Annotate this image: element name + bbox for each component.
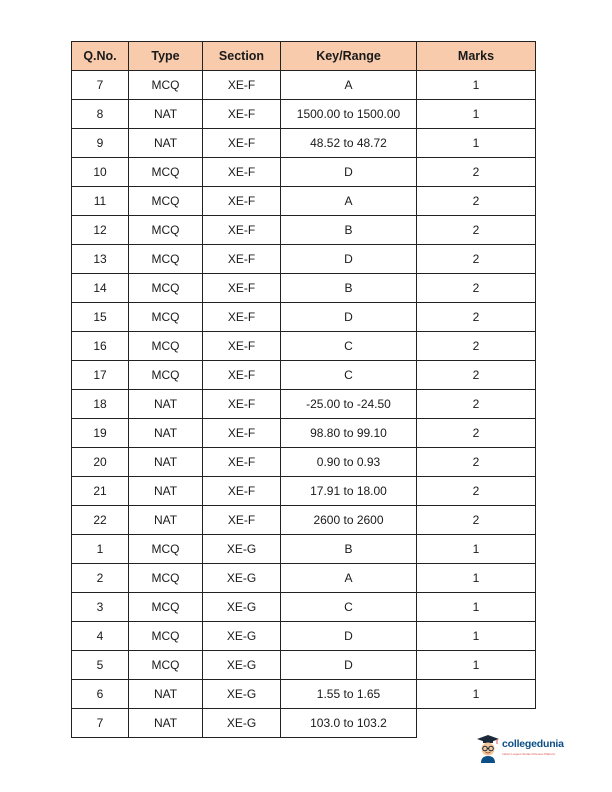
key-range-cell: B xyxy=(281,216,417,245)
qno-cell: 9 xyxy=(72,129,129,158)
table-row xyxy=(72,216,536,245)
qno-cell: 2 xyxy=(72,564,129,593)
key-range-cell: A xyxy=(281,564,417,593)
key-range-cell: -25.00 to -24.50 xyxy=(281,390,417,419)
marks-cell: 2 xyxy=(417,506,536,535)
section-cell: XE-F xyxy=(203,71,281,100)
marks-cell: 1 xyxy=(417,71,536,100)
type-cell: MCQ xyxy=(129,622,203,651)
section-cell: XE-G xyxy=(203,535,281,564)
table-body xyxy=(72,71,536,738)
logo-wordmark: collegedunia xyxy=(502,738,564,750)
section-cell: XE-G xyxy=(203,593,281,622)
type-cell: NAT xyxy=(129,129,203,158)
type-cell: NAT xyxy=(129,477,203,506)
key-range-cell: 103.0 to 103.2 xyxy=(281,709,417,738)
type-cell: MCQ xyxy=(129,564,203,593)
type-cell: NAT xyxy=(129,709,203,738)
table-row xyxy=(72,622,536,651)
table-row xyxy=(72,651,536,680)
logo-tagline: India's Largest Student Review Platform xyxy=(502,752,556,756)
key-range-cell: 48.52 to 48.72 xyxy=(281,129,417,158)
key-range-cell: 98.80 to 99.10 xyxy=(281,419,417,448)
key-range-cell: 0.90 to 0.93 xyxy=(281,448,417,477)
qno-cell: 22 xyxy=(72,506,129,535)
section-cell: XE-F xyxy=(203,158,281,187)
qno-cell: 11 xyxy=(72,187,129,216)
table-row xyxy=(72,709,536,738)
qno-cell: 4 xyxy=(72,622,129,651)
qno-cell: 19 xyxy=(72,419,129,448)
qno-cell: 3 xyxy=(72,593,129,622)
type-cell: NAT xyxy=(129,419,203,448)
header-qno: Q.No. xyxy=(72,42,129,71)
table-row xyxy=(72,593,536,622)
table-row xyxy=(72,71,536,100)
key-range-cell: D xyxy=(281,158,417,187)
section-cell: XE-G xyxy=(203,622,281,651)
header-section: Section xyxy=(203,42,281,71)
qno-cell: 7 xyxy=(72,709,129,738)
key-range-cell: 1500.00 to 1500.00 xyxy=(281,100,417,129)
table-row xyxy=(72,680,536,709)
section-cell: XE-F xyxy=(203,216,281,245)
table-row xyxy=(72,274,536,303)
qno-cell: 6 xyxy=(72,680,129,709)
type-cell: MCQ xyxy=(129,187,203,216)
marks-cell: 1 xyxy=(417,535,536,564)
type-cell: MCQ xyxy=(129,158,203,187)
type-cell: NAT xyxy=(129,448,203,477)
marks-cell: 2 xyxy=(417,419,536,448)
section-cell: XE-F xyxy=(203,332,281,361)
key-range-cell: 2600 to 2600 xyxy=(281,506,417,535)
table-row xyxy=(72,390,536,419)
table-row xyxy=(72,448,536,477)
key-range-cell: C xyxy=(281,361,417,390)
key-range-cell: B xyxy=(281,535,417,564)
qno-cell: 7 xyxy=(72,71,129,100)
key-range-cell: B xyxy=(281,274,417,303)
table-row xyxy=(72,506,536,535)
marks-cell: 2 xyxy=(417,216,536,245)
qno-cell: 15 xyxy=(72,303,129,332)
qno-cell: 18 xyxy=(72,390,129,419)
section-cell: XE-G xyxy=(203,651,281,680)
marks-cell: 2 xyxy=(417,303,536,332)
header-marks: Marks xyxy=(417,42,536,71)
table-row xyxy=(72,303,536,332)
type-cell: MCQ xyxy=(129,245,203,274)
qno-cell: 20 xyxy=(72,448,129,477)
key-range-cell: D xyxy=(281,651,417,680)
marks-cell: 2 xyxy=(417,245,536,274)
table-row xyxy=(72,332,536,361)
key-range-cell: A xyxy=(281,187,417,216)
qno-cell: 1 xyxy=(72,535,129,564)
qno-cell: 5 xyxy=(72,651,129,680)
type-cell: MCQ xyxy=(129,332,203,361)
table-row xyxy=(72,564,536,593)
key-range-cell: C xyxy=(281,332,417,361)
marks-cell: 1 xyxy=(417,100,536,129)
section-cell: XE-F xyxy=(203,506,281,535)
marks-cell: 2 xyxy=(417,187,536,216)
marks-cell: 1 xyxy=(417,651,536,680)
marks-cell: 2 xyxy=(417,390,536,419)
qno-cell: 8 xyxy=(72,100,129,129)
section-cell: XE-G xyxy=(203,709,281,738)
type-cell: NAT xyxy=(129,100,203,129)
qno-cell: 16 xyxy=(72,332,129,361)
qno-cell: 12 xyxy=(72,216,129,245)
type-cell: MCQ xyxy=(129,535,203,564)
marks-cell: 2 xyxy=(417,477,536,506)
marks-cell: 2 xyxy=(417,361,536,390)
marks-cell: 2 xyxy=(417,158,536,187)
section-cell: XE-F xyxy=(203,187,281,216)
table-row xyxy=(72,535,536,564)
table-row xyxy=(72,361,536,390)
table-row xyxy=(72,129,536,158)
marks-cell: 2 xyxy=(417,274,536,303)
header-key-range: Key/Range xyxy=(281,42,417,71)
type-cell: NAT xyxy=(129,680,203,709)
table-row xyxy=(72,158,536,187)
type-cell: MCQ xyxy=(129,651,203,680)
type-cell: MCQ xyxy=(129,216,203,245)
marks-cell: 1 xyxy=(417,129,536,158)
table-row xyxy=(72,419,536,448)
key-range-cell: D xyxy=(281,622,417,651)
section-cell: XE-F xyxy=(203,245,281,274)
type-cell: MCQ xyxy=(129,303,203,332)
type-cell: MCQ xyxy=(129,274,203,303)
qno-cell: 21 xyxy=(72,477,129,506)
key-range-cell: C xyxy=(281,593,417,622)
section-cell: XE-F xyxy=(203,390,281,419)
marks-cell: 1 xyxy=(417,680,536,709)
marks-cell: 2 xyxy=(417,332,536,361)
table-row xyxy=(72,100,536,129)
type-cell: NAT xyxy=(129,390,203,419)
section-cell: XE-F xyxy=(203,303,281,332)
header-type: Type xyxy=(129,42,203,71)
section-cell: XE-G xyxy=(203,564,281,593)
marks-cell: 1 xyxy=(417,564,536,593)
graduate-mascot-icon xyxy=(476,733,500,763)
type-cell: MCQ xyxy=(129,361,203,390)
section-cell: XE-G xyxy=(203,680,281,709)
key-range-cell: D xyxy=(281,303,417,332)
key-range-cell: 1.55 to 1.65 xyxy=(281,680,417,709)
qno-cell: 10 xyxy=(72,158,129,187)
collegedunia-logo xyxy=(476,733,568,763)
key-range-cell: D xyxy=(281,245,417,274)
key-range-cell: 17.91 to 18.00 xyxy=(281,477,417,506)
answer-key-table xyxy=(71,41,536,738)
section-cell: XE-F xyxy=(203,477,281,506)
qno-cell: 14 xyxy=(72,274,129,303)
section-cell: XE-F xyxy=(203,448,281,477)
section-cell: XE-F xyxy=(203,129,281,158)
key-range-cell: A xyxy=(281,71,417,100)
qno-cell: 17 xyxy=(72,361,129,390)
table-header-row xyxy=(72,42,536,71)
marks-cell: 1 xyxy=(417,593,536,622)
table-row xyxy=(72,477,536,506)
type-cell: MCQ xyxy=(129,71,203,100)
marks-cell: 1 xyxy=(417,622,536,651)
type-cell: MCQ xyxy=(129,593,203,622)
marks-cell: 2 xyxy=(417,448,536,477)
table-row xyxy=(72,245,536,274)
section-cell: XE-F xyxy=(203,361,281,390)
section-cell: XE-F xyxy=(203,274,281,303)
qno-cell: 13 xyxy=(72,245,129,274)
section-cell: XE-F xyxy=(203,419,281,448)
type-cell: NAT xyxy=(129,506,203,535)
section-cell: XE-F xyxy=(203,100,281,129)
table-row xyxy=(72,187,536,216)
